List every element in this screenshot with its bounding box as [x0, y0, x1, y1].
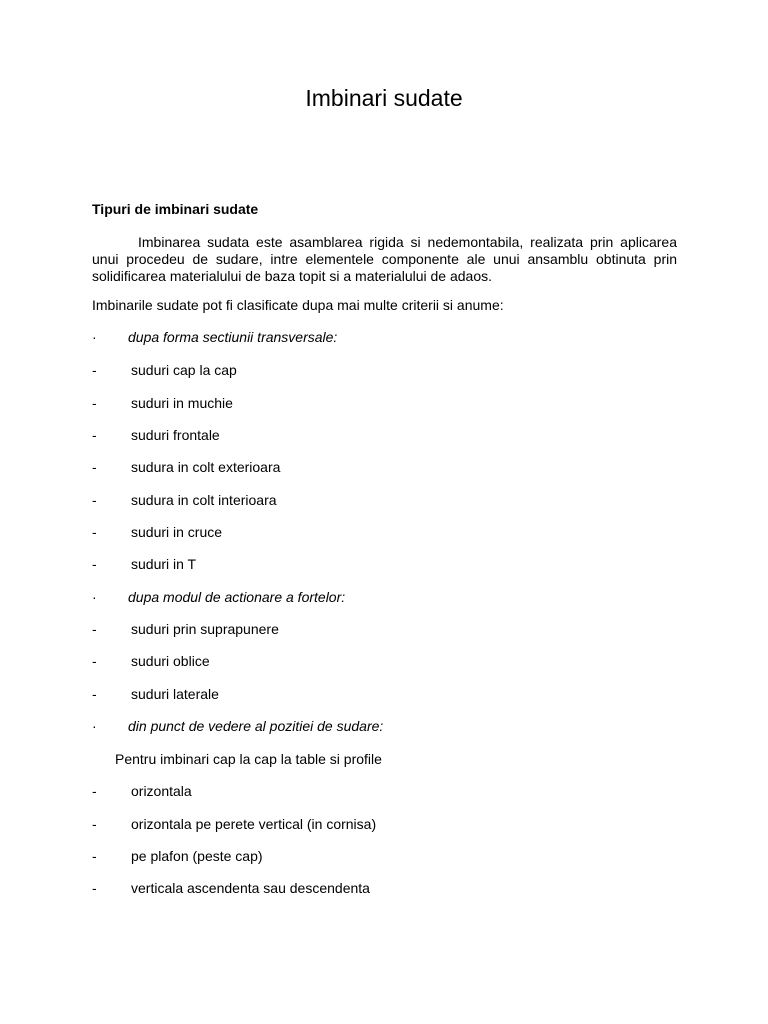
dash-marker: -	[92, 362, 97, 378]
criterion-2-text: dupa modul de actionare a fortelor:	[128, 589, 346, 605]
list-item-text: pe plafon (peste cap)	[131, 848, 263, 864]
list-item-text: suduri in T	[131, 556, 197, 572]
list-item-text: suduri laterale	[131, 686, 219, 702]
list-item-text: verticala ascendenta sau descendenta	[131, 880, 370, 896]
section-heading: Tipuri de imbinari sudate	[92, 201, 259, 217]
classification-text: Imbinarile sudate pot fi clasificate dupa mai multe criterii si anume:	[92, 297, 504, 313]
list-item-text: sudura in colt exterioara	[131, 459, 281, 475]
dash-marker: -	[92, 459, 97, 475]
dash-marker: -	[92, 880, 97, 896]
list-item-text: suduri in muchie	[131, 395, 233, 411]
list-item-text: orizontala	[131, 783, 192, 799]
dash-marker: -	[92, 686, 97, 702]
subheading-3-text: Pentru imbinari cap la cap la table si profile	[115, 751, 382, 767]
list-item-text: sudura in colt interioara	[131, 492, 277, 508]
list-item-text: suduri frontale	[131, 427, 220, 443]
list-item-text: suduri prin suprapunere	[131, 621, 279, 637]
bullet-marker: ·	[92, 718, 97, 734]
classification-sentence	[92, 296, 504, 314]
dash-marker: -	[92, 556, 97, 572]
list-item-text: suduri in cruce	[131, 524, 223, 540]
dash-marker: -	[92, 848, 97, 864]
list-item-text: suduri cap la cap	[131, 362, 237, 378]
dash-marker: -	[92, 783, 97, 799]
list-item-text: orizontala pe perete vertical (in cornisa)	[131, 816, 377, 832]
dash-marker: -	[92, 395, 97, 411]
document-title: Imbinari sudate	[305, 85, 463, 111]
list-item-text: suduri oblice	[131, 653, 210, 669]
dash-marker: -	[92, 621, 97, 637]
bullet-marker: ·	[92, 589, 97, 605]
bullet-marker: ·	[92, 329, 97, 345]
dash-marker: -	[92, 427, 97, 443]
dash-marker: -	[92, 524, 97, 540]
criterion-1-text: dupa forma sectiunii transversale:	[128, 329, 338, 345]
dash-marker: -	[92, 816, 97, 832]
dash-marker: -	[92, 653, 97, 669]
criterion-3-text: din punct de vedere al pozitiei de sudare:	[128, 718, 384, 734]
intro-paragraph: Imbinarea sudata este asamblarea rigida si nedemontabila, realizata prin aplicarea unui procedeu de sudare, intre elementele componente ale unui ansamblu obtinuta prin solidificarea materialului de baza topit si a materialului de adaos.	[92, 234, 677, 284]
dash-marker: -	[92, 492, 97, 508]
